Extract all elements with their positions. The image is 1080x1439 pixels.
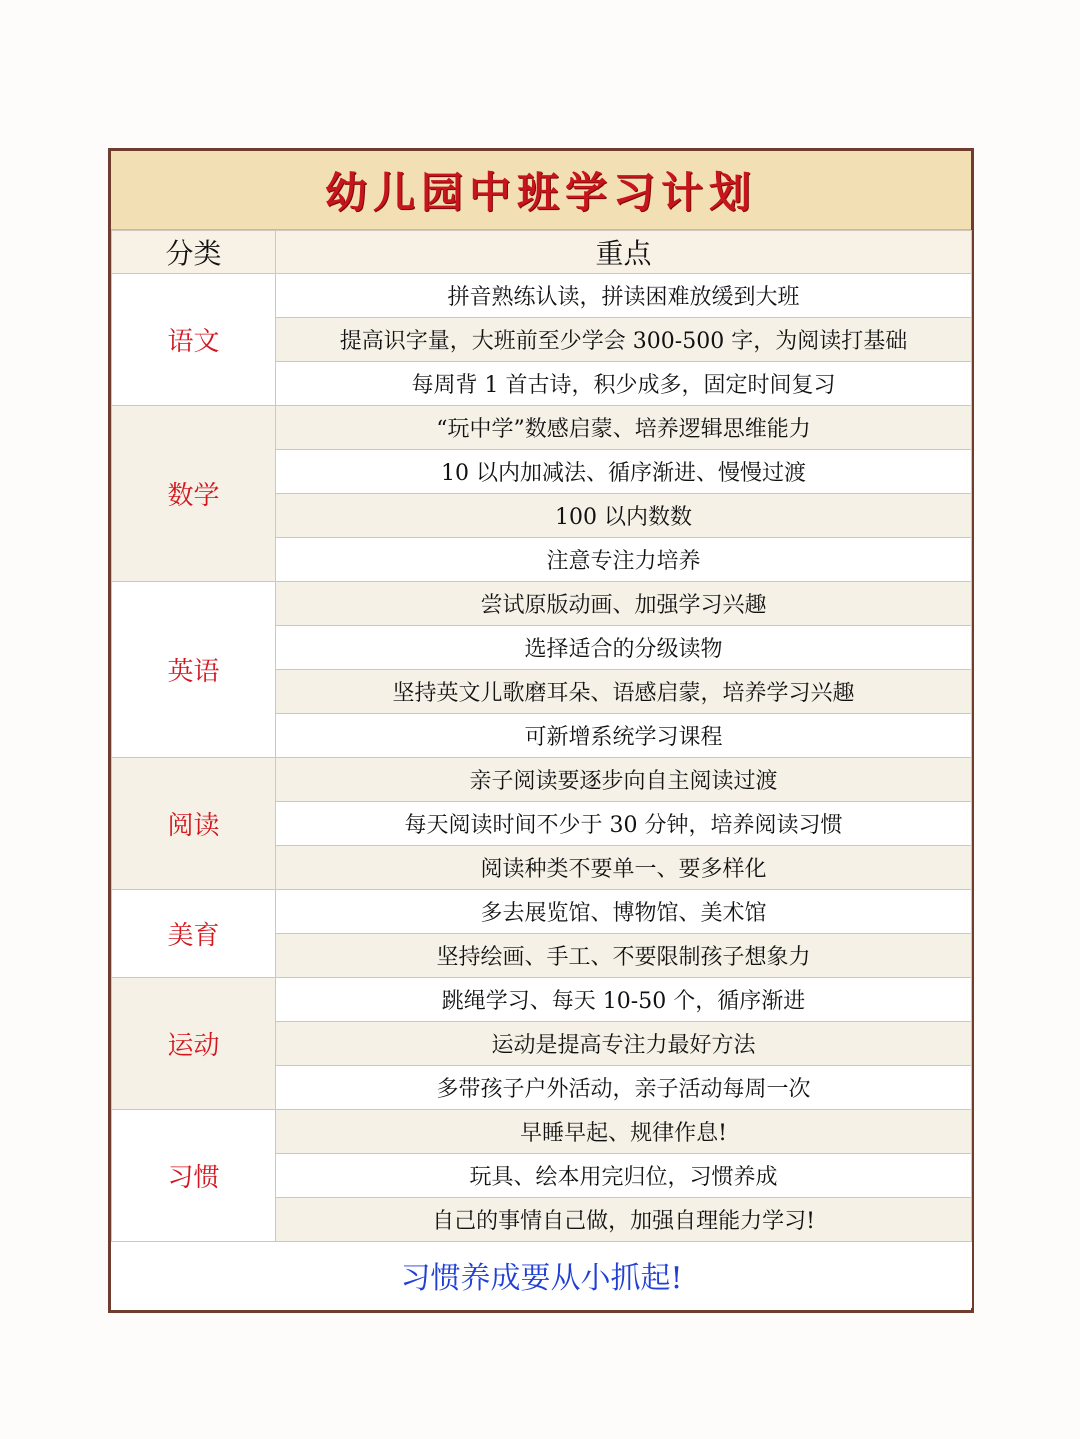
table-row (112, 406, 972, 450)
focus-item: 注意专注力培养 (276, 538, 972, 582)
table-row (112, 274, 972, 318)
focus-item: 每周背 1 首古诗，积少成多，固定时间复习 (276, 362, 972, 406)
table-row (112, 758, 972, 802)
focus-item: 阅读种类不要单一、要多样化 (276, 846, 972, 890)
study-plan-card (108, 148, 974, 1313)
focus-item: 拼音熟练认读，拼读困难放缓到大班 (276, 274, 972, 318)
table-row (112, 890, 972, 934)
plan-body (112, 274, 972, 1242)
focus-item: 尝试原版动画、加强学习兴趣 (276, 582, 972, 626)
category-cell: 习惯 (112, 1110, 276, 1242)
focus-item: 早睡早起、规律作息! (276, 1110, 972, 1154)
footer-row (112, 1242, 972, 1309)
focus-item: 坚持英文儿歌磨耳朵、语感启蒙，培养学习兴趣 (276, 670, 972, 714)
category-cell: 美育 (112, 890, 276, 978)
focus-item: 坚持绘画、手工、不要限制孩子想象力 (276, 934, 972, 978)
category-cell: 语文 (112, 274, 276, 406)
header-category: 分类 (112, 231, 276, 274)
table-row (112, 1110, 972, 1154)
focus-item: “玩中学”数感启蒙、培养逻辑思维能力 (276, 406, 972, 450)
category-cell: 运动 (112, 978, 276, 1110)
page-title: 幼儿园中班学习计划 (111, 151, 971, 230)
focus-item: 可新增系统学习课程 (276, 714, 972, 758)
plan-table (111, 230, 972, 1308)
focus-item: 选择适合的分级读物 (276, 626, 972, 670)
focus-item: 玩具、绘本用完归位，习惯养成 (276, 1154, 972, 1198)
focus-item: 提高识字量，大班前至少学会 300-500 字，为阅读打基础 (276, 318, 972, 362)
table-row (112, 978, 972, 1022)
focus-item: 跳绳学习、每天 10-50 个，循序渐进 (276, 978, 972, 1022)
table-header-row (112, 231, 972, 274)
focus-item: 100 以内数数 (276, 494, 972, 538)
header-focus: 重点 (276, 231, 972, 274)
category-cell: 阅读 (112, 758, 276, 890)
focus-item: 亲子阅读要逐步向自主阅读过渡 (276, 758, 972, 802)
focus-item: 运动是提高专注力最好方法 (276, 1022, 972, 1066)
category-cell: 数学 (112, 406, 276, 582)
focus-item: 自己的事情自己做，加强自理能力学习! (276, 1198, 972, 1242)
category-cell: 英语 (112, 582, 276, 758)
focus-item: 10 以内加减法、循序渐进、慢慢过渡 (276, 450, 972, 494)
footer-slogan: 习惯养成要从小抓起! (112, 1242, 972, 1309)
table-row (112, 582, 972, 626)
focus-item: 多带孩子户外活动，亲子活动每周一次 (276, 1066, 972, 1110)
focus-item: 多去展览馆、博物馆、美术馆 (276, 890, 972, 934)
focus-item: 每天阅读时间不少于 30 分钟，培养阅读习惯 (276, 802, 972, 846)
